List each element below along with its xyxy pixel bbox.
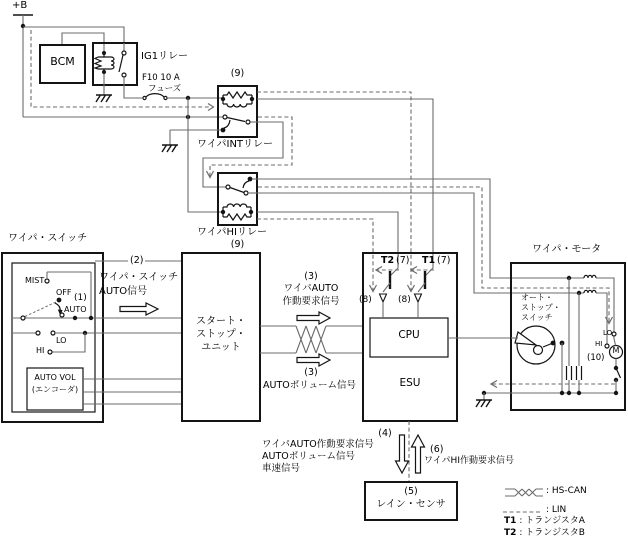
autostop-label-2: ストップ・	[521, 303, 561, 312]
t1-num: (7)	[437, 255, 451, 266]
int-to-hi-wire	[203, 122, 283, 187]
auto-label: AUTO	[64, 305, 87, 314]
ground-int	[162, 145, 178, 152]
arrow-signal-3b	[297, 354, 330, 366]
signal-3b-label: AUTOボリューム信号	[263, 380, 356, 391]
fuse-symbol	[143, 94, 223, 101]
fuse-label-1: F10 10 A	[142, 73, 180, 83]
hi-label: HI	[36, 346, 45, 355]
t1-label: T1	[422, 255, 436, 266]
wiper-int-relay-symbol	[170, 86, 258, 137]
signal-3b-num: (3)	[304, 367, 318, 378]
signal-6-label: ワイパHI作動要求信号	[424, 456, 514, 466]
arrow-signal-4-down	[396, 435, 409, 473]
arrow-signal-2	[120, 303, 158, 315]
wiper-switch-title: ワイパ・スイッチ	[8, 233, 88, 244]
autostop-label-1: オート・	[521, 293, 553, 302]
legend-lin-label: : LIN	[546, 505, 567, 515]
legend-t2-desc: : トランジスタB	[519, 528, 585, 538]
cpu-label: CPU	[398, 329, 420, 341]
motor-hi-label: HI	[595, 340, 603, 348]
t2-num: (7)	[396, 255, 410, 266]
off-label: OFF	[56, 288, 72, 297]
signal-2-line2: AUTO信号	[99, 286, 148, 297]
signal-3a-num: (3)	[304, 271, 318, 282]
hs-can-twisted-pair	[260, 326, 363, 353]
rain-sensor-label: レイン・センサ	[376, 499, 446, 510]
mist-label: MIST	[25, 276, 45, 285]
signal-5-num: (5)	[404, 486, 418, 497]
legend-hs-can-symbol	[505, 489, 543, 496]
esu-label: ESU	[399, 377, 421, 389]
bcm-label: BCM	[50, 55, 75, 68]
signal-2-line1: ワイパ・スイッチ	[99, 272, 179, 283]
fuse-label-2: フューズ	[148, 84, 182, 94]
encoder-label: (エンコーダ)	[31, 385, 79, 394]
signal-2-num: (2)	[130, 255, 144, 266]
num8-t1: (8)	[398, 295, 411, 305]
arrow-signal-6-up	[412, 435, 425, 473]
hi-relay-label: ワイパHIリレー	[197, 227, 267, 238]
signal-4-line2: AUTOボリューム信号	[262, 451, 355, 462]
ig1-relay-label: IG1リレー	[141, 51, 189, 62]
signal-4-line3: 車速信号	[262, 463, 301, 474]
legend-t1-desc: : トランジスタA	[519, 516, 585, 526]
lo-label: LO	[56, 336, 67, 345]
signal-6-num: (6)	[430, 444, 444, 455]
int-relay-num: (9)	[230, 68, 245, 79]
wiper-motor-title: ワイパ・モータ	[532, 244, 602, 255]
motor-m-label: M	[612, 346, 620, 355]
num10-label: (10)	[587, 353, 605, 363]
motor-lo-label: LO	[603, 329, 613, 337]
signal-4-num: (4)	[378, 428, 392, 439]
signal-4-line1: ワイパAUTO作動要求信号	[262, 439, 374, 450]
auto-vol-label: AUTO VOL	[34, 373, 76, 382]
legend-t2-row	[504, 529, 585, 538]
wiper-hi-relay-symbol	[218, 173, 258, 225]
transistor-t2-symbol	[376, 267, 399, 319]
autostop-label-3: スイッチ	[521, 313, 553, 322]
num8-t2: (8)	[359, 295, 372, 305]
hi-relay-num: (9)	[230, 239, 245, 250]
legend-t1-row	[504, 517, 585, 526]
legend-hs-can-label: : HS-CAN	[546, 486, 587, 496]
ssu-label-3: ユニット	[201, 342, 241, 353]
t2-label: T2	[381, 255, 395, 266]
ssu-label-2: ストップ・	[196, 329, 246, 340]
int-relay-label: ワイパINTリレー	[197, 139, 274, 150]
signal-3a-line1: ワイパAUTO	[283, 283, 339, 294]
legend-t1-bold: T1	[504, 516, 517, 526]
arrow-signal-3a	[297, 312, 330, 324]
ssu-label-1: スタート・	[196, 316, 246, 327]
num1-label: (1)	[74, 293, 87, 303]
ig1-relay-symbol	[93, 43, 142, 98]
ground-ig1	[96, 95, 112, 102]
plus-b-label: +B	[12, 0, 28, 11]
signal-3a-line2: 作動要求信号	[282, 296, 340, 307]
transistor-t1-symbol	[411, 267, 434, 319]
legend-t2-bold: T2	[504, 528, 517, 538]
hi-to-t2-wires	[257, 212, 398, 292]
ground-motor	[476, 400, 492, 407]
